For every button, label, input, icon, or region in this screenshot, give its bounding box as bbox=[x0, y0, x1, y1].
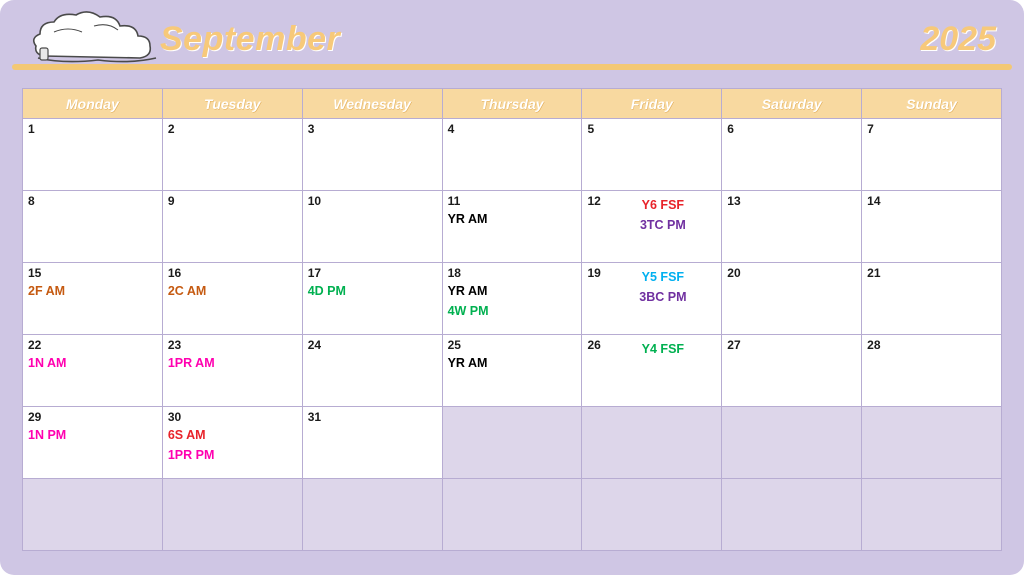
weekday-header-monday: Monday bbox=[23, 89, 163, 119]
calendar-event[interactable]: 3TC PM bbox=[639, 218, 686, 232]
calendar-week-row bbox=[23, 335, 1002, 407]
day-number: 17 bbox=[307, 266, 322, 280]
calendar-cell-day[interactable] bbox=[303, 119, 443, 191]
calendar-event[interactable]: 1PR AM bbox=[167, 356, 215, 370]
day-number: 25 bbox=[447, 338, 461, 352]
calendar-cell-day[interactable] bbox=[303, 263, 443, 335]
calendar-week-row bbox=[23, 479, 1002, 551]
day-number: 10 bbox=[307, 194, 322, 208]
event-list bbox=[168, 425, 297, 465]
calendar-event[interactable]: Y6 FSF bbox=[641, 198, 685, 212]
event-list bbox=[28, 425, 157, 445]
event-list bbox=[587, 267, 716, 307]
calendar-cell-day[interactable] bbox=[443, 263, 583, 335]
header-divider bbox=[12, 64, 1012, 70]
calendar-cell-empty[interactable] bbox=[23, 479, 163, 551]
event-list bbox=[308, 281, 437, 301]
day-number: 7 bbox=[867, 122, 874, 136]
calendar-event[interactable]: Y5 FSF bbox=[641, 270, 685, 284]
day-number: 6 bbox=[727, 122, 734, 136]
event-list bbox=[448, 209, 577, 229]
calendar-cell-day[interactable] bbox=[582, 191, 722, 263]
day-number: 8 bbox=[28, 194, 35, 208]
day-number: 16 bbox=[167, 266, 182, 280]
day-number: 26 bbox=[587, 338, 601, 352]
day-number: 12 bbox=[587, 194, 601, 208]
weekday-header-tuesday: Tuesday bbox=[163, 89, 303, 119]
day-number: 14 bbox=[867, 194, 881, 208]
calendar-cell-day[interactable] bbox=[303, 191, 443, 263]
calendar-week-row bbox=[23, 119, 1002, 191]
weekday-header-row bbox=[23, 89, 1002, 119]
calendar-cell-day[interactable] bbox=[862, 191, 1002, 263]
weekday-header-thursday: Thursday bbox=[443, 89, 583, 119]
calendar-cell-day[interactable] bbox=[862, 335, 1002, 407]
calendar-cell-day[interactable] bbox=[163, 263, 303, 335]
calendar-cell-day[interactable] bbox=[443, 191, 583, 263]
calendar-cell-day[interactable] bbox=[722, 119, 862, 191]
day-number: 24 bbox=[307, 338, 322, 352]
calendar-cell-day[interactable] bbox=[23, 191, 163, 263]
calendar-cell-empty[interactable] bbox=[722, 479, 862, 551]
day-number: 20 bbox=[727, 266, 741, 280]
weekday-header-wednesday: Wednesday bbox=[303, 89, 443, 119]
calendar-event[interactable]: 2F AM bbox=[28, 284, 66, 298]
calendar-cell-empty[interactable] bbox=[163, 479, 303, 551]
day-number: 21 bbox=[867, 266, 881, 280]
day-number: 31 bbox=[307, 410, 322, 424]
calendar-cell-empty[interactable] bbox=[862, 407, 1002, 479]
calendar-cell-day[interactable] bbox=[163, 119, 303, 191]
calendar-cell-day[interactable] bbox=[163, 191, 303, 263]
calendar-event[interactable]: 1N PM bbox=[28, 428, 67, 442]
event-list bbox=[28, 281, 157, 301]
day-number: 4 bbox=[447, 122, 455, 136]
year-title: 2025 bbox=[920, 20, 996, 58]
calendar-cell-day[interactable] bbox=[443, 119, 583, 191]
day-number: 5 bbox=[587, 122, 595, 136]
calendar-event[interactable]: 4W PM bbox=[447, 304, 489, 318]
day-number: 1 bbox=[28, 122, 35, 136]
calendar-cell-day[interactable] bbox=[443, 335, 583, 407]
weekday-header-saturday: Saturday bbox=[722, 89, 862, 119]
cloud-icon bbox=[24, 6, 174, 68]
day-number: 29 bbox=[28, 410, 42, 424]
day-number: 3 bbox=[307, 122, 315, 136]
calendar-header bbox=[0, 0, 1024, 68]
calendar-cell-day[interactable] bbox=[722, 263, 862, 335]
calendar-event[interactable]: 1N AM bbox=[28, 356, 67, 370]
day-number: 13 bbox=[727, 194, 741, 208]
calendar-week-row bbox=[23, 407, 1002, 479]
calendar-cell-day[interactable] bbox=[722, 191, 862, 263]
calendar-event[interactable]: Y4 FSF bbox=[641, 342, 685, 356]
calendar-cell-empty[interactable] bbox=[862, 479, 1002, 551]
calendar-cell-day[interactable] bbox=[23, 335, 163, 407]
weekday-header-sunday: Sunday bbox=[862, 89, 1002, 119]
calendar-cell-day[interactable] bbox=[23, 119, 163, 191]
calendar-event[interactable]: 4D PM bbox=[307, 284, 346, 298]
calendar-cell-day[interactable] bbox=[303, 407, 443, 479]
calendar-cell-day[interactable] bbox=[303, 335, 443, 407]
calendar-cell-day[interactable] bbox=[582, 119, 722, 191]
calendar-event[interactable]: 6S AM bbox=[167, 428, 206, 442]
day-number: 18 bbox=[447, 266, 461, 280]
event-list bbox=[168, 353, 297, 373]
day-number: 28 bbox=[867, 338, 881, 352]
event-list bbox=[587, 195, 716, 235]
day-number: 19 bbox=[587, 266, 601, 280]
day-number: 9 bbox=[167, 194, 175, 208]
calendar-cell-day[interactable] bbox=[163, 335, 303, 407]
calendar-cell-day[interactable] bbox=[862, 263, 1002, 335]
calendar-cell-empty[interactable] bbox=[582, 407, 722, 479]
calendar-cell-empty[interactable] bbox=[443, 407, 583, 479]
calendar-week-row bbox=[23, 263, 1002, 335]
event-list bbox=[168, 281, 297, 301]
event-list bbox=[448, 281, 577, 321]
calendar-cell-empty[interactable] bbox=[582, 479, 722, 551]
day-number: 30 bbox=[167, 410, 182, 424]
calendar-event[interactable]: YR AM bbox=[447, 356, 488, 370]
day-number: 23 bbox=[167, 338, 182, 352]
calendar-event[interactable]: 3BC PM bbox=[639, 290, 687, 304]
calendar-grid bbox=[22, 88, 1002, 551]
calendar-event[interactable]: 2C AM bbox=[167, 284, 207, 298]
calendar-cell-day[interactable] bbox=[582, 263, 722, 335]
calendar-event[interactable]: YR AM bbox=[447, 284, 488, 298]
calendar-cell-day[interactable] bbox=[582, 335, 722, 407]
calendar-week-row bbox=[23, 191, 1002, 263]
day-number: 2 bbox=[167, 122, 175, 136]
month-title: September bbox=[160, 20, 341, 58]
day-number: 15 bbox=[28, 266, 42, 280]
day-number: 27 bbox=[727, 338, 741, 352]
event-list bbox=[28, 353, 157, 373]
calendar-cell-day[interactable] bbox=[23, 407, 163, 479]
calendar-cell-day[interactable] bbox=[163, 407, 303, 479]
calendar-cell-empty[interactable] bbox=[443, 479, 583, 551]
calendar-event[interactable]: YR AM bbox=[447, 212, 488, 226]
calendar-cell-day[interactable] bbox=[722, 335, 862, 407]
event-list bbox=[587, 339, 716, 359]
calendar-event[interactable]: 1PR PM bbox=[167, 448, 215, 462]
weekday-header-friday: Friday bbox=[582, 89, 722, 119]
calendar-cell-day[interactable] bbox=[862, 119, 1002, 191]
day-number: 11 bbox=[447, 194, 461, 208]
event-list bbox=[448, 353, 577, 373]
day-number: 22 bbox=[28, 338, 42, 352]
calendar-cell-day[interactable] bbox=[23, 263, 163, 335]
calendar-cell-empty[interactable] bbox=[303, 479, 443, 551]
calendar-cell-empty[interactable] bbox=[722, 407, 862, 479]
